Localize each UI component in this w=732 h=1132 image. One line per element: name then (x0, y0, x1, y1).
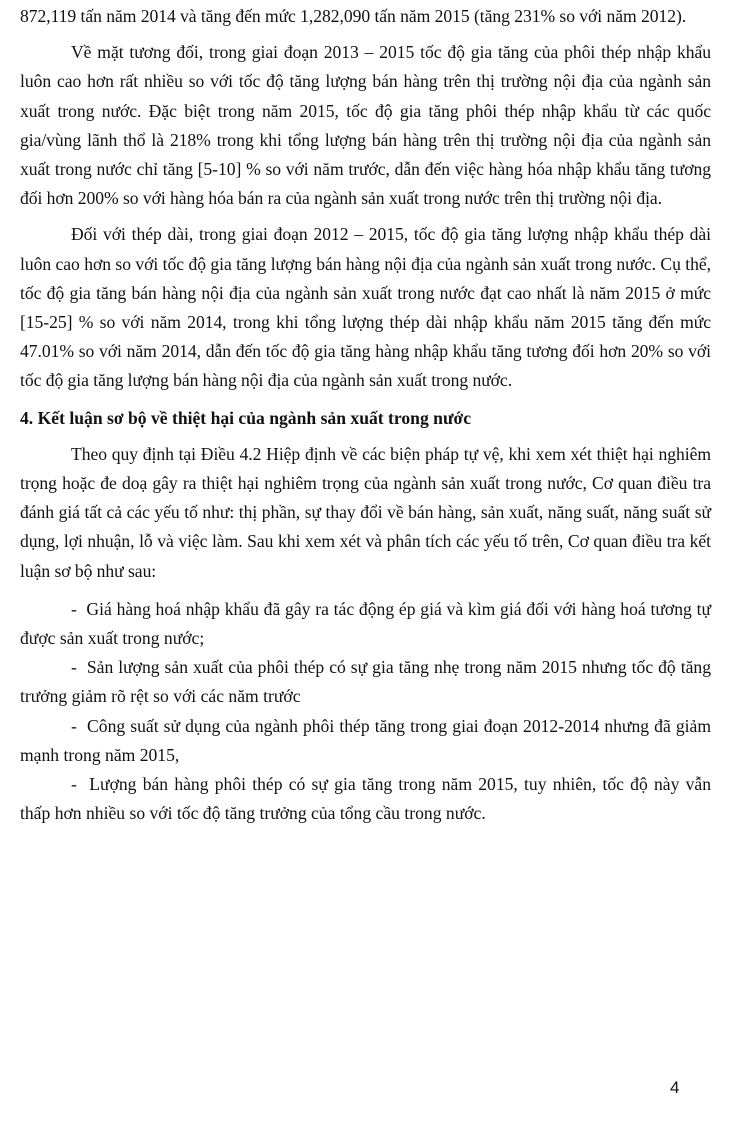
bullet-text: Lượng bán hàng phôi thép có sự gia tăng trong năm 2015, tuy nhiên, tốc độ này vẫn thấp hơn nhiều so với tốc độ tăng trưởng của tổng cầu trong nước. (20, 774, 711, 824)
paragraph-long-steel: Đối với thép dài, trong giai đoạn 2012 – 2015, tốc độ gia tăng lượng nhập khẩu thép dài luôn cao hơn so với tốc độ gia tăng lượng bán hàng nội địa của ngành sản xuất trong nước. Cụ thể, tốc độ gia tăng bán hàng nội địa của ngành sản xuất trong nước đạt cao nhất là năm 2015 ở mức [15-25] % so với năm 2014, trong khi tổng lượng thép dài nhập khẩu năm 2015 tăng đến mức 47.01% so với năm 2014, dẫn đến tốc độ gia tăng hàng nhập khẩu tăng tương đối hơn 20% so với tốc độ gia tăng lượng bán hàng nội địa của ngành sản xuất trong nước. (20, 224, 711, 391)
page-number: 4 (670, 1078, 680, 1097)
bullet-item (20, 653, 711, 711)
bullet-text: Sản lượng sản xuất của phôi thép có sự gia tăng nhẹ trong năm 2015 nhưng tốc độ tăng trưởng giảm rõ rệt so với các năm trước (20, 657, 711, 707)
bullet-marker: - (71, 657, 77, 678)
bullet-item (20, 770, 711, 828)
bullet-marker: - (71, 715, 77, 736)
paragraph-continuation: 872,119 tấn năm 2014 và tăng đến mức 1,282,090 tấn năm 2015 (tăng 231% so với năm 2012). (20, 6, 687, 26)
bullet-text: Giá hàng hoá nhập khẩu đã gây ra tác động ép giá và kìm giá đối với hàng hoá tương tự được sản xuất trong nước; (20, 598, 711, 649)
paragraph-relative-growth: Về mặt tương đối, trong giai đoạn 2013 – 2015 tốc độ gia tăng của phôi thép nhập khẩu luôn cao hơn rất nhiều so với tốc độ tăng lượng bán hàng trên thị trường nội địa của ngành sản xuất trong nước. Đặc biệt trong năm 2015, tốc độ gia tăng phôi thép nhập khẩu từ các quốc gia/vùng lãnh thổ là 218% trong khi tổng lượng bán hàng trên thị trường nội địa của ngành sản xuất trong nước chỉ tăng [5-10] % so với năm trước, dẫn đến việc hàng hóa nhập khẩu tăng tương đối hơn 200% so với hàng hóa bán ra của ngành sản xuất trong nước trên thị trường nội địa. (20, 42, 711, 209)
section-paragraph: Theo quy định tại Điều 4.2 Hiệp định về các biện pháp tự vệ, khi xem xét thiệt hại nghiêm trọng hoặc đe doạ gây ra thiệt hại nghiêm trọng của ngành sản xuất trong nước, Cơ quan điều tra đánh giá tất cả các yếu tố như: thị phần, sự thay đổi về bán hàng, sản xuất, năng suất, năng suất sử dụng, lợi nhuận, lỗ và việc làm. Sau khi xem xét và phân tích các yếu tố trên, Cơ quan điều tra kết luận sơ bộ như sau: (20, 443, 711, 581)
bullet-item (20, 712, 711, 770)
bullet-marker: - (71, 598, 77, 619)
bullet-item (20, 595, 711, 653)
bullet-text: Công suất sử dụng của ngành phôi thép tăng trong giai đoạn 2012-2014 nhưng đã giảm mạnh trong năm 2015, (20, 715, 712, 765)
bullet-marker: - (71, 774, 77, 795)
section-heading: 4. Kết luận sơ bộ về thiệt hại của ngành sản xuất trong nước (20, 407, 472, 428)
document-page (20, 2, 711, 828)
